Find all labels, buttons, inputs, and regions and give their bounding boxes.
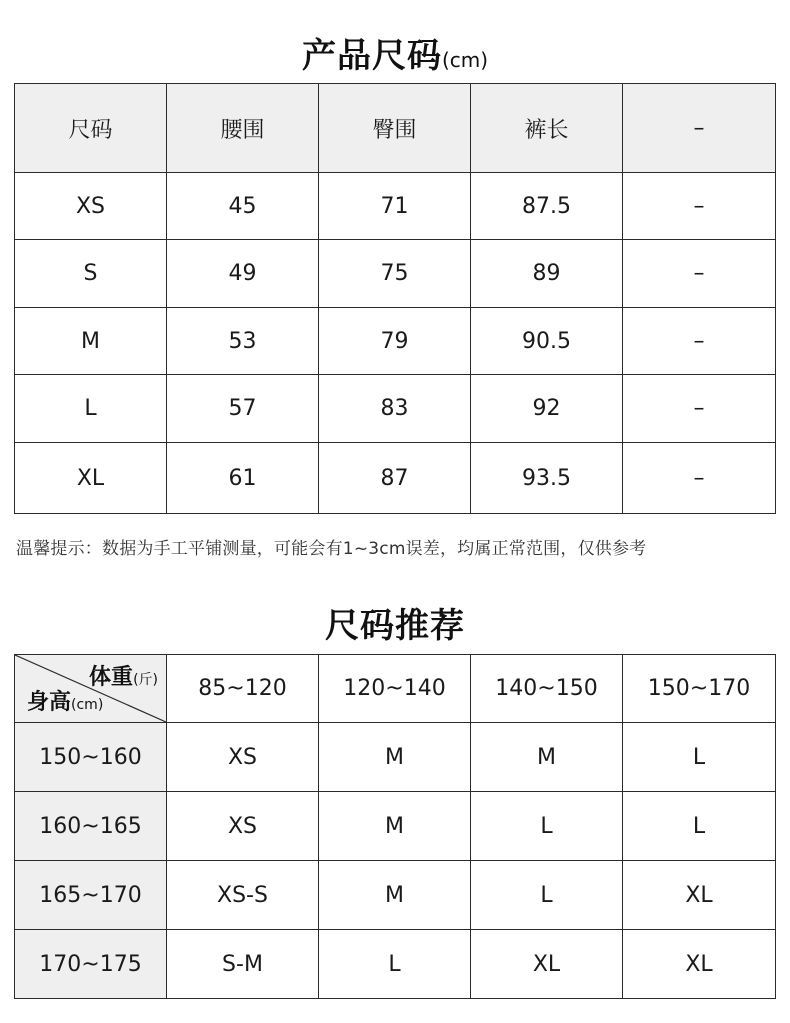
table-row: [15, 240, 776, 308]
cell-hip: 75: [319, 240, 471, 308]
cell-empty: –: [623, 308, 776, 375]
weight-range-header: 140~150: [471, 655, 623, 723]
weight-range-header: 150~170: [623, 655, 776, 723]
table-row: [15, 930, 776, 999]
recommend-size-cell: L: [623, 723, 776, 792]
table-row: [15, 173, 776, 240]
cell-hip: 71: [319, 173, 471, 240]
corner-height-label: [27, 685, 103, 716]
cell-empty: –: [623, 443, 776, 514]
corner-cell: [15, 655, 167, 723]
height-range-cell: 160~165: [15, 792, 167, 861]
corner-weight-text: 体重: [89, 665, 134, 690]
cell-hip: 83: [319, 375, 471, 443]
cell-length: 92: [471, 375, 623, 443]
cell-length: 90.5: [471, 308, 623, 375]
recommend-size-cell: XL: [623, 861, 776, 930]
header-hip: 臀围: [319, 84, 471, 173]
cell-length: 89: [471, 240, 623, 308]
size-chart-header-row: [15, 84, 776, 173]
height-range-cell: 150~160: [15, 723, 167, 792]
cell-length: 93.5: [471, 443, 623, 514]
recommend-size-cell: M: [319, 723, 471, 792]
cell-empty: –: [623, 375, 776, 443]
height-range-cell: 170~175: [15, 930, 167, 999]
recommend-size-cell: L: [471, 792, 623, 861]
cell-empty: –: [623, 240, 776, 308]
weight-range-header: 85~120: [167, 655, 319, 723]
corner-height-text: 身高: [27, 690, 72, 715]
table-row: [15, 723, 776, 792]
table-row: [15, 308, 776, 375]
cell-size: XL: [15, 443, 167, 514]
cell-empty: –: [623, 173, 776, 240]
recommend-size-cell: XS: [167, 792, 319, 861]
recommend-size-cell: XS-S: [167, 861, 319, 930]
cell-hip: 87: [319, 443, 471, 514]
recommend-size-cell: M: [319, 792, 471, 861]
table-row: [15, 861, 776, 930]
recommend-size-cell: XS: [167, 723, 319, 792]
cell-waist: 53: [167, 308, 319, 375]
cell-waist: 61: [167, 443, 319, 514]
recommend-size-cell: M: [471, 723, 623, 792]
cell-length: 87.5: [471, 173, 623, 240]
corner-height-unit: (cm): [71, 697, 104, 713]
size-recommend-table: [14, 654, 776, 999]
recommend-size-cell: M: [319, 861, 471, 930]
cell-size: S: [15, 240, 167, 308]
table-row: [15, 443, 776, 514]
recommend-header-row: [15, 655, 776, 723]
cell-hip: 79: [319, 308, 471, 375]
recommend-title: 尺码推荐: [325, 606, 465, 646]
measurement-tip: 温馨提示：数据为手工平铺测量，可能会有1~3cm误差，均属正常范围，仅供参考: [16, 539, 647, 559]
cell-waist: 49: [167, 240, 319, 308]
recommend-size-cell: XL: [471, 930, 623, 999]
table-row: [15, 375, 776, 443]
corner-weight-unit: (斤): [133, 672, 158, 688]
recommend-size-cell: L: [319, 930, 471, 999]
height-range-cell: 165~170: [15, 861, 167, 930]
header-waist: 腰围: [167, 84, 319, 173]
header-empty: –: [623, 84, 776, 173]
cell-size: XS: [15, 173, 167, 240]
cell-waist: 57: [167, 375, 319, 443]
size-chart-table: [14, 83, 776, 514]
recommend-size-cell: L: [623, 792, 776, 861]
recommend-size-cell: S-M: [167, 930, 319, 999]
recommend-size-cell: L: [471, 861, 623, 930]
recommend-size-cell: XL: [623, 930, 776, 999]
cell-size: M: [15, 308, 167, 375]
cell-waist: 45: [167, 173, 319, 240]
cell-size: L: [15, 375, 167, 443]
header-size: 尺码: [15, 84, 167, 173]
size-chart-title-text: 产品尺码: [301, 36, 442, 76]
size-chart-title: [0, 28, 790, 77]
size-chart-title-unit: (cm): [441, 48, 489, 72]
header-length: 裤长: [471, 84, 623, 173]
table-row: [15, 792, 776, 861]
weight-range-header: 120~140: [319, 655, 471, 723]
